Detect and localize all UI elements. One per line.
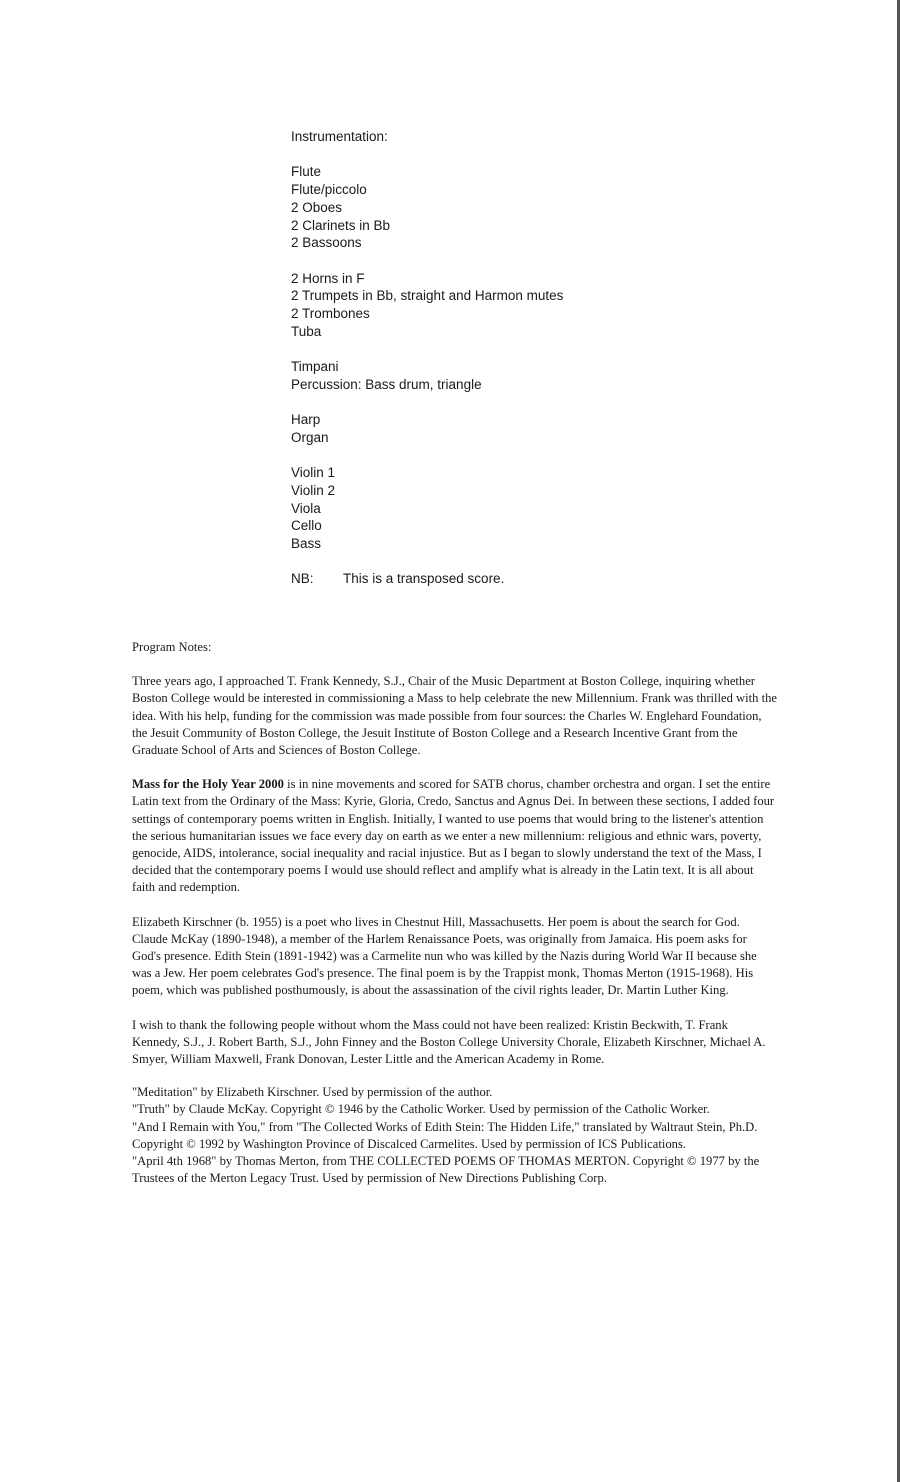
nb-note xyxy=(291,570,711,588)
instrument: 2 Trumpets in Bb, straight and Harmon mutes xyxy=(291,288,564,304)
instrument: Viola xyxy=(291,500,321,516)
credit-line: "April 4th 1968" by Thomas Merton, from THE COLLECTED POEMS OF THOMAS MERTON. Copyright © 1977 by the Trustees of the Merton Legacy Trust. Used by permission of New Directions Publishing Corp. xyxy=(132,1154,760,1186)
instrument: Percussion: Bass drum, triangle xyxy=(291,376,482,392)
instrument: 2 Horns in F xyxy=(291,270,365,286)
instrument: Timpani xyxy=(291,359,339,375)
mass-title: Mass for the Holy Year 2000 xyxy=(132,777,284,792)
instrument: Organ xyxy=(291,429,329,445)
instrumentation-title: Instrumentation: xyxy=(291,129,388,144)
instrument: Tuba xyxy=(291,323,322,339)
program-notes-paragraph: I wish to thank the following people without whom the Mass could not have been realized: Kristin Beckwith, T. Frank Kennedy, S.J., J. Robert Barth, S.J., John Finney and the Boston College University Chorale, Elizabeth Kirschner, Michael A. Smyer, William Maxwell, Frank Donovan, Lester Little and the American Academy in Rome. xyxy=(132,1017,766,1067)
program-notes-paragraph xyxy=(132,776,778,896)
instrument: Bass xyxy=(291,536,322,552)
credit-line: "Meditation" by Elizabeth Kirschner. Used by permission of the author. xyxy=(132,1085,493,1100)
instrument: Harp xyxy=(291,412,321,428)
program-notes-paragraph: Elizabeth Kirschner (b. 1955) is a poet who lives in Chestnut Hill, Massachusetts. Her poem is about the search for God. Claude McKay (1890-1948), a member of the Harlem Renaissance Poets, was originally from Jamaica. His poem asks for God's presence. Edith Stein (1891-1942) was a Carmelite nun who was killed by the Nazis during World War II because she was a Jew. Her poem celebrates God's presence. The final poem is by the Trappist monk, Thomas Merton (1915-1968). His poem, which was published posthumously, is about the assassination of the civil rights leader, Dr. Martin Luther King. xyxy=(132,914,757,998)
mass-description: is in nine movements and scored for SATB chorus, chamber orchestra and organ. I set the entire Latin text from the Ordinary of the Mass: Kyrie, Gloria, Credo, Sanctus and Agnus Dei. In between these sections, I added four settings of contemporary poems written in English. Initially, I wanted to use poems that would bring to the listener's attention the serious humanitarian issues we face every day on earth as we enter a new millennium: religious and ethnic wars, poverty, genocide, AIDS, intolerance, social inequality and racial injustice. But as I began to slowly understand the text of the Mass, I decided that the contemporary poems I would use should reflect and amplify what is already in the Latin text. It is all about faith and redemption. xyxy=(132,777,775,895)
instrument: Flute/piccolo xyxy=(291,182,367,198)
instrument: Violin 2 xyxy=(291,482,336,498)
credit-line: "Truth" by Claude McKay. Copyright © 1946 by the Catholic Worker. Used by permission of the Catholic Worker. xyxy=(132,1102,710,1117)
credit-line: "And I Remain with You," from "The Collected Works of Edith Stein: The Hidden Life," translated by Waltraut Stein, Ph.D. Copyright © 1992 by Washington Province of Discalced Carmelites. Used by permission of ICS Publications. xyxy=(132,1119,758,1151)
instrument: Flute xyxy=(291,164,322,180)
program-notes xyxy=(132,639,778,1187)
program-notes-heading: Program Notes: xyxy=(132,640,212,654)
nb-label: NB: xyxy=(291,571,314,587)
instrumentation-list xyxy=(291,128,711,588)
instrument: 2 Bassoons xyxy=(291,235,362,251)
instrument: 2 Oboes xyxy=(291,199,343,215)
nb-text: This is a transposed score. xyxy=(343,571,505,587)
permissions-credits xyxy=(132,1084,778,1187)
instrument: 2 Clarinets in Bb xyxy=(291,217,391,233)
program-notes-paragraph: Three years ago, I approached T. Frank Kennedy, S.J., Chair of the Music Department at Boston College, inquiring whether Boston College would be interested in commissioning a Mass to help celebrate the new Millennium. Frank was thrilled with the idea. With his help, funding for the commission was made possible from four sources: the Charles W. Englehard Foundation, the Jesuit Community of Boston College, the Jesuit Institute of Boston College and a Research Incentive Grant from the Graduate School of Arts and Sciences of Boston College. xyxy=(132,674,777,758)
instrument: Violin 1 xyxy=(291,465,336,481)
instrument: 2 Trombones xyxy=(291,306,370,321)
instrument: Cello xyxy=(291,518,322,534)
